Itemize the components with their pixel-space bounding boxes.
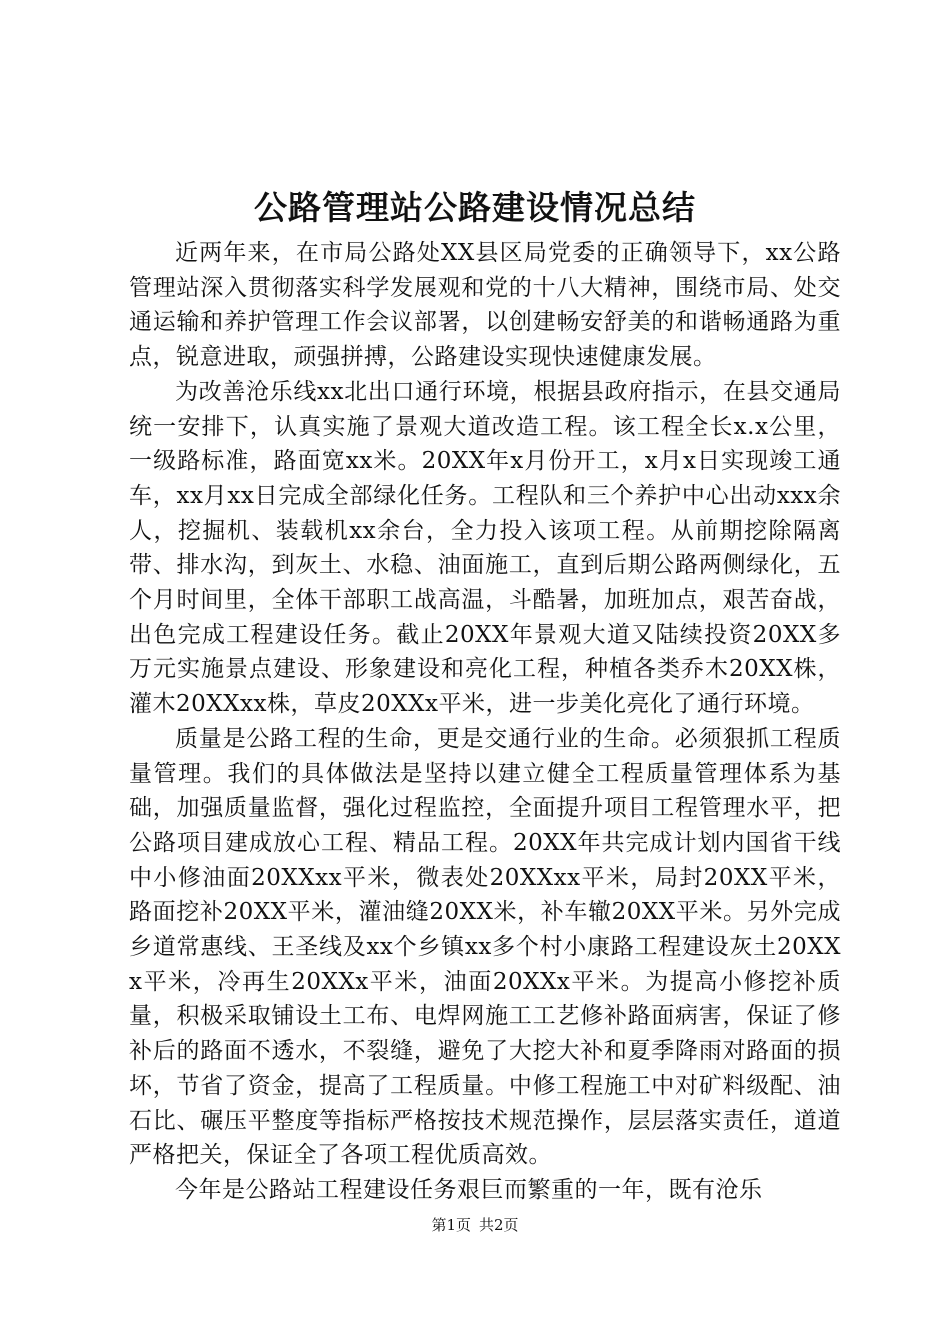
paragraph-quality: 质量是公路工程的生命，更是交通行业的生命。必须狠抓工程质量管理。我们的具体做法是坚持以建立健全工程质量管理体系为基础，加强质量监督，强化过程监控，全面提升项目工程管理水平，把公路项目建成放心工程、精品工程。20XX年共完成计划内国省干线中小修油面20XXxx平米，微表处20XXxx平米，局封20XX平米，路面挖补20XX平米，灌油缝20XX米，补车辙20XX平米。另外完成乡道常惠线、王圣线及xx个乡镇xx多个村小康路工程建设灰土20XXx平米，冷再生20XXx平米，油面20XXx平米。为提高小修挖补质量，积极采取铺设土工布、电焊网施工工艺修补路面病害，保证了修补后的路面不透水，不裂缝，避免了大挖大补和夏季降雨对路面的损坏，节省了资金，提高了工程质量。中修工程施工中对矿料级配、油石比、碾压平整度等指标严格按技术规范操作，层层落实责任，道道严格把关，保证全了各项工程优质高效。 (129, 725, 841, 1169)
document-title: 公路管理站公路建设情况总结 (254, 188, 696, 227)
page-number-total: 共2页 (479, 1216, 519, 1234)
page-footer (0, 1215, 950, 1235)
paragraph-intro: 近两年来，在市局公路处XX县区局党委的正确领导下，xx公路管理站深入贯彻落实科学发展观和党的十八大精神，围绕市局、处交通运输和养护管理工作会议部署，以创建畅安舒美的和谐畅通路为重点，锐意进取，顽强拼搏，公路建设实现快速健康发展。 (129, 240, 841, 371)
paragraph-landscape-avenue: 为改善沧乐线xx北出口通行环境，根据县政府指示，在县交通局统一安排下，认真实施了景观大道改造工程。该工程全长x.x公里，一级路标准，路面宽xx米。20XX年x月份开工，x月x日实现竣工通车，xx月xx日完成全部绿化任务。工程队和三个养护中心出动xxx余人，挖掘机、装载机xx余台，全力投入该项工程。从前期挖除隔离带、排水沟，到灰土、水稳、油面施工，直到后期公路两侧绿化，五个月时间里，全体干部职工战高温，斗酷暑，加班加点，艰苦奋战，出色完成工程建设任务。截止20XX年景观大道又陆续投资20XX多万元实施景点建设、形象建设和亮化工程，种植各类乔木20XX株，灌木20XXxx株，草皮20XXx平米，进一步美化亮化了通行环境。 (129, 378, 841, 718)
page-number-current: 第1页 (431, 1216, 471, 1234)
paragraph-this-year: 今年是公路站工程建设任务艰巨而繁重的一年，既有沧乐 (175, 1176, 763, 1203)
document-body (129, 236, 841, 1208)
